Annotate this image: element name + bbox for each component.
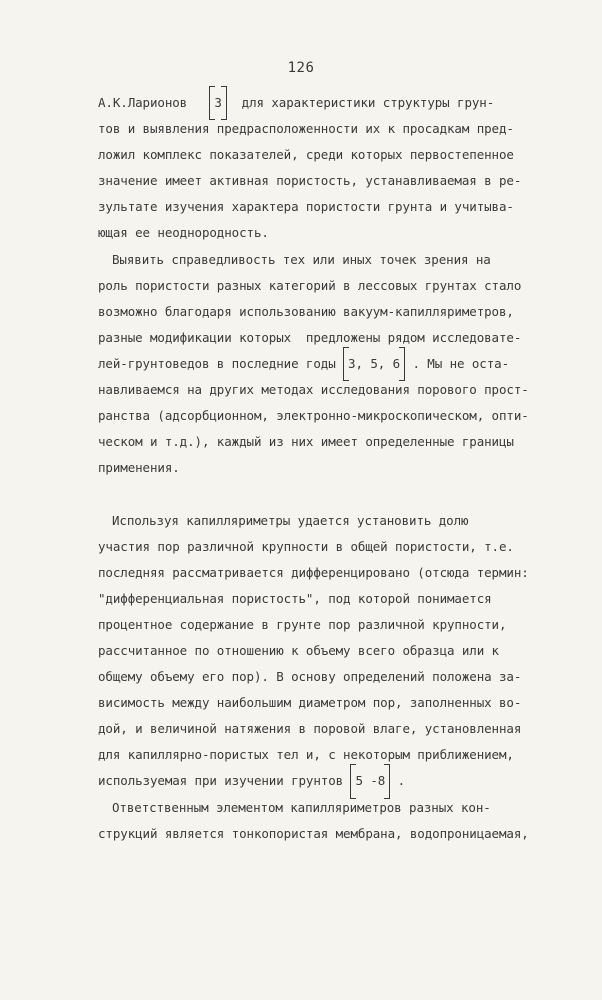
text-line: возможно благодаря использованию вакуум-капилляриметров, [98,303,514,319]
text-line: для капиллярно-пористых тел и, с некоторым приближением, [98,747,514,763]
paragraph-gap [98,481,528,507]
line-text: . Мы не оста- [405,355,509,371]
text-line: зультате изучения характера пористости грунта и учитыва- [98,199,514,215]
text-line: процентное содержание в грунте пор различной крупности, [98,616,507,632]
text-line: применения. [98,460,180,476]
text-line: ложил комплекс показателей, среди которых первостепенное [98,147,514,163]
text-line: последняя рассматривается дифференцировано (отсюда термин: [98,564,529,580]
line-text: для характеристики структуры грун- [226,95,495,110]
line-text: А.К.Ларионов [98,95,210,110]
text-line: общему объему его пор). В основу определений положена за- [98,669,522,685]
text-line: струкций является тонкопористая мембрана, водопроницаемая, [98,825,529,841]
text-line: "дифференциальная пористость", под которой понимается [98,590,492,606]
line-text: используемая при изучении грунтов [98,773,351,789]
text-line: участия пор различной крупности в общей пористости, т.е. [98,538,514,554]
line-text: лей-грунтоведов в последние годы [98,355,344,371]
text-line: тов и выявления предрасположенности их к просадкам пред- [98,121,514,137]
text-line: висимость между наибольшим диаметром пор, заполненных во- [98,695,522,711]
citation-bracket: 3, 5, 6 [343,351,405,377]
text-line: Ответственным элементом капилляриметров разных кон- [112,799,491,815]
body-text [98,90,528,847]
text-line: навливаемся на других методах исследования порового прост- [98,382,529,398]
text-line: рассчитанное по отношению к объему всего образца или к [98,642,499,658]
text-line: ранства (адсорбционном, электронно-микроскопическом, опти- [98,408,529,424]
citation-bracket: 3 [209,90,226,116]
page-number: 126 [287,60,315,76]
text-line [98,351,528,377]
text-line [98,768,528,794]
text-line: дой, и величиной натяжения в поровой влаге, установленная [98,721,522,737]
text-line: значение имеет активная пористость, устанавливаемая в ре- [98,173,522,189]
text-line: разные модификации которых предложены рядом исследовате- [98,329,522,345]
citation-bracket: 5 -8 [350,768,390,794]
text-line: Используя капилляриметры удается установить долю [112,512,469,528]
text-line: роль пористости разных категорий в лессовых грунтах стало [98,277,522,293]
line-text: . [390,773,406,789]
text-line: ческом и т.д.), каждый из них имеет определенные границы [98,434,514,450]
text-line: ющая ее неоднородность. [98,225,269,241]
text-line: Выявить справедливость тех или иных точек зрения на [112,251,491,267]
text-line [98,90,528,116]
